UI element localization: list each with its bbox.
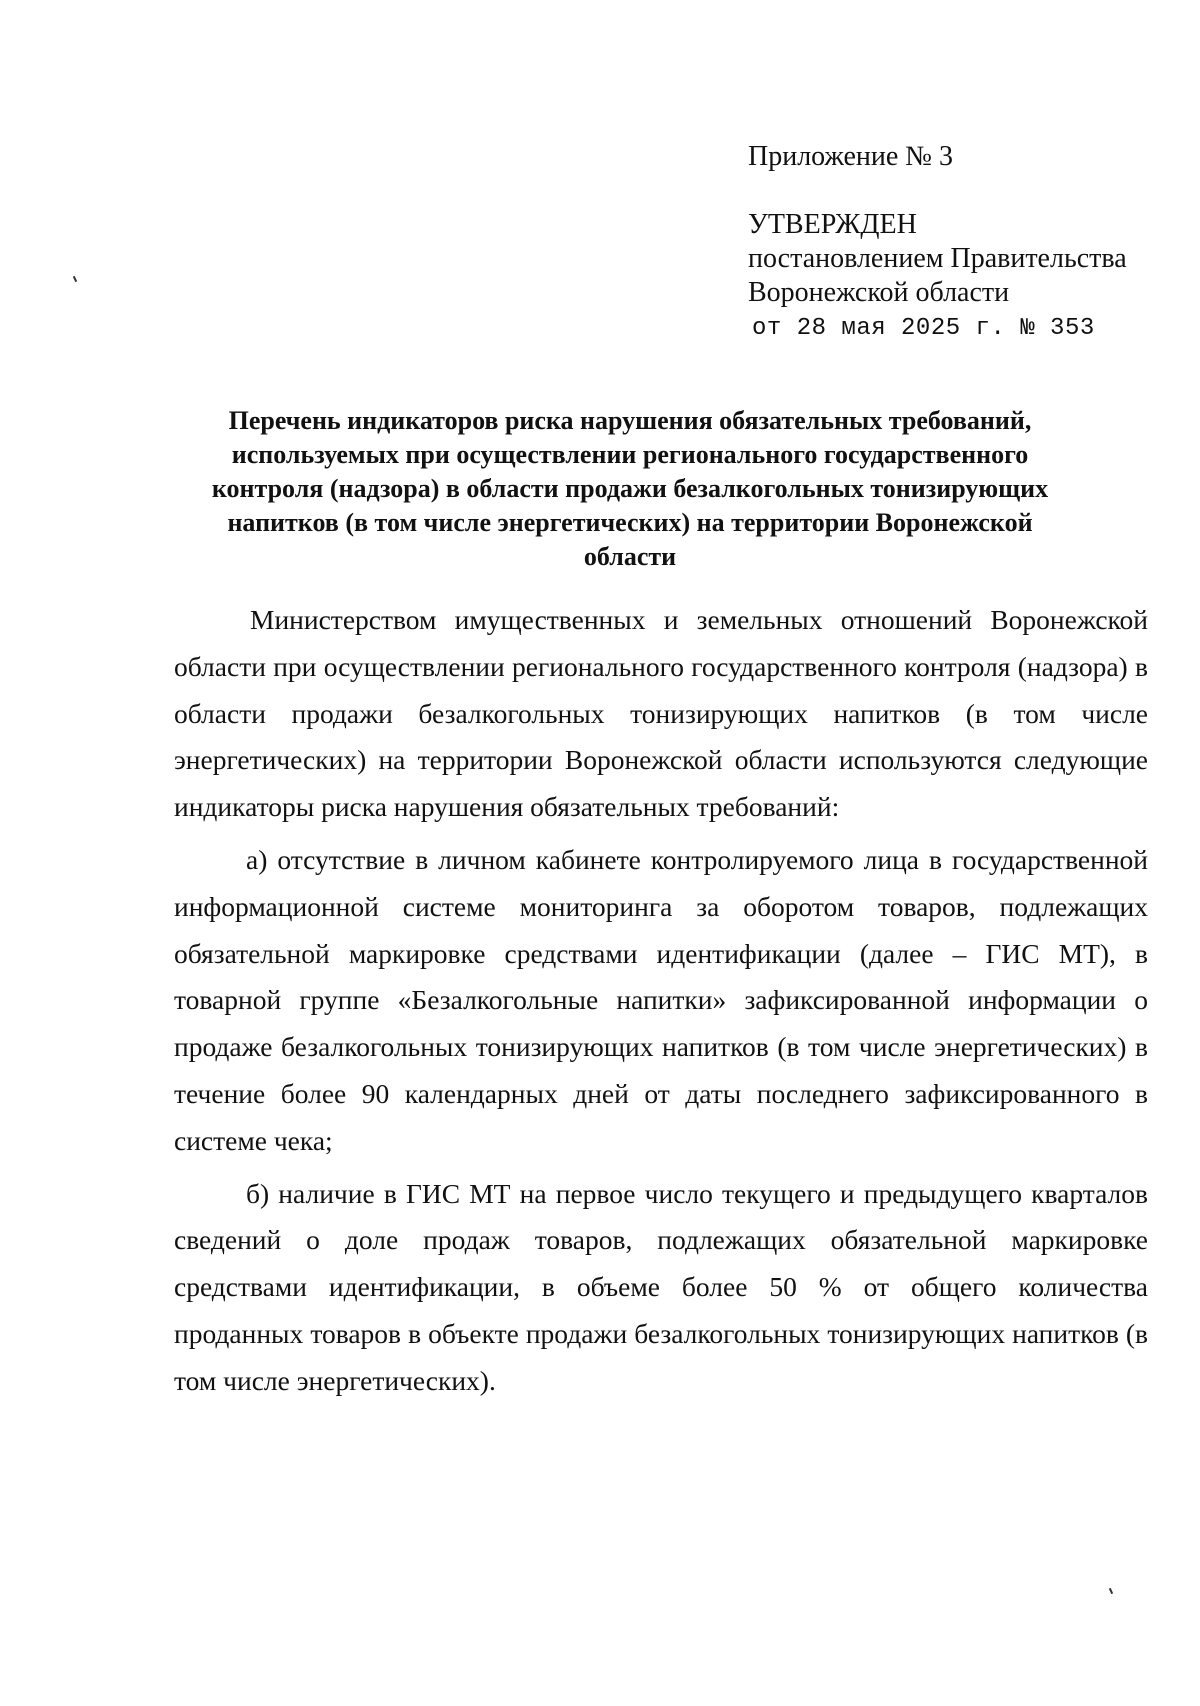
resolution-date-number: от 28 мая 2025 г. № 353	[752, 315, 1095, 342]
resolution-line-2: Воронежской области	[748, 277, 1010, 308]
scan-speck	[1109, 1588, 1113, 1594]
appendix-label: Приложение № 3	[748, 141, 953, 172]
item-a-paragraph: а) отсутствие в личном кабинете контролируемого лица в государственной информационной системе мониторинга за оборотом товаров, подлежащих обязательной маркировке средствами идентификации (далее – ГИС МТ), в товарной группе «Безалкогольные напитки» зафиксированной информации о продаже безалкогольных тонизирующих напитков (в том числе энергетических) в течение более 90 календарных дней от даты последнего зафиксированного в системе чека;	[174, 843, 1148, 1156]
intro-paragraph: Министерством имущественных и земельных отношений Воронежской области при осуществлении регионального государственного контроля (надзора) в области продажи безалкогольных тонизирующих напитков (в том числе энергетических) на территории Воронежской области используются следующие индикаторы риска нарушения обязательных требований:	[174, 604, 1148, 823]
document-title: Перечень индикаторов риска нарушения обязательных требований, используемых при осуществлении регионального государственного контроля (надзора) в области продажи безалкогольных тонизирующих напитков (в том числе энергетических) на территории Воронежской области	[211, 406, 1049, 571]
approval-block	[748, 140, 1127, 346]
scan-speck	[73, 276, 77, 282]
resolution-line-1: постановлением Правительства	[748, 243, 1127, 274]
approved-label: УТВЕРЖДЕН	[748, 209, 917, 240]
document-body	[174, 597, 1148, 1411]
item-b-paragraph: б) наличие в ГИС МТ на первое число текущего и предыдущего кварталов сведений о доле продаж товаров, подлежащих обязательной маркировке средствами идентификации, в объеме более 50 % от общего количества проданных товаров в объекте продажи безалкогольных тонизирующих напитков (в том числе энергетических).	[174, 1177, 1148, 1396]
